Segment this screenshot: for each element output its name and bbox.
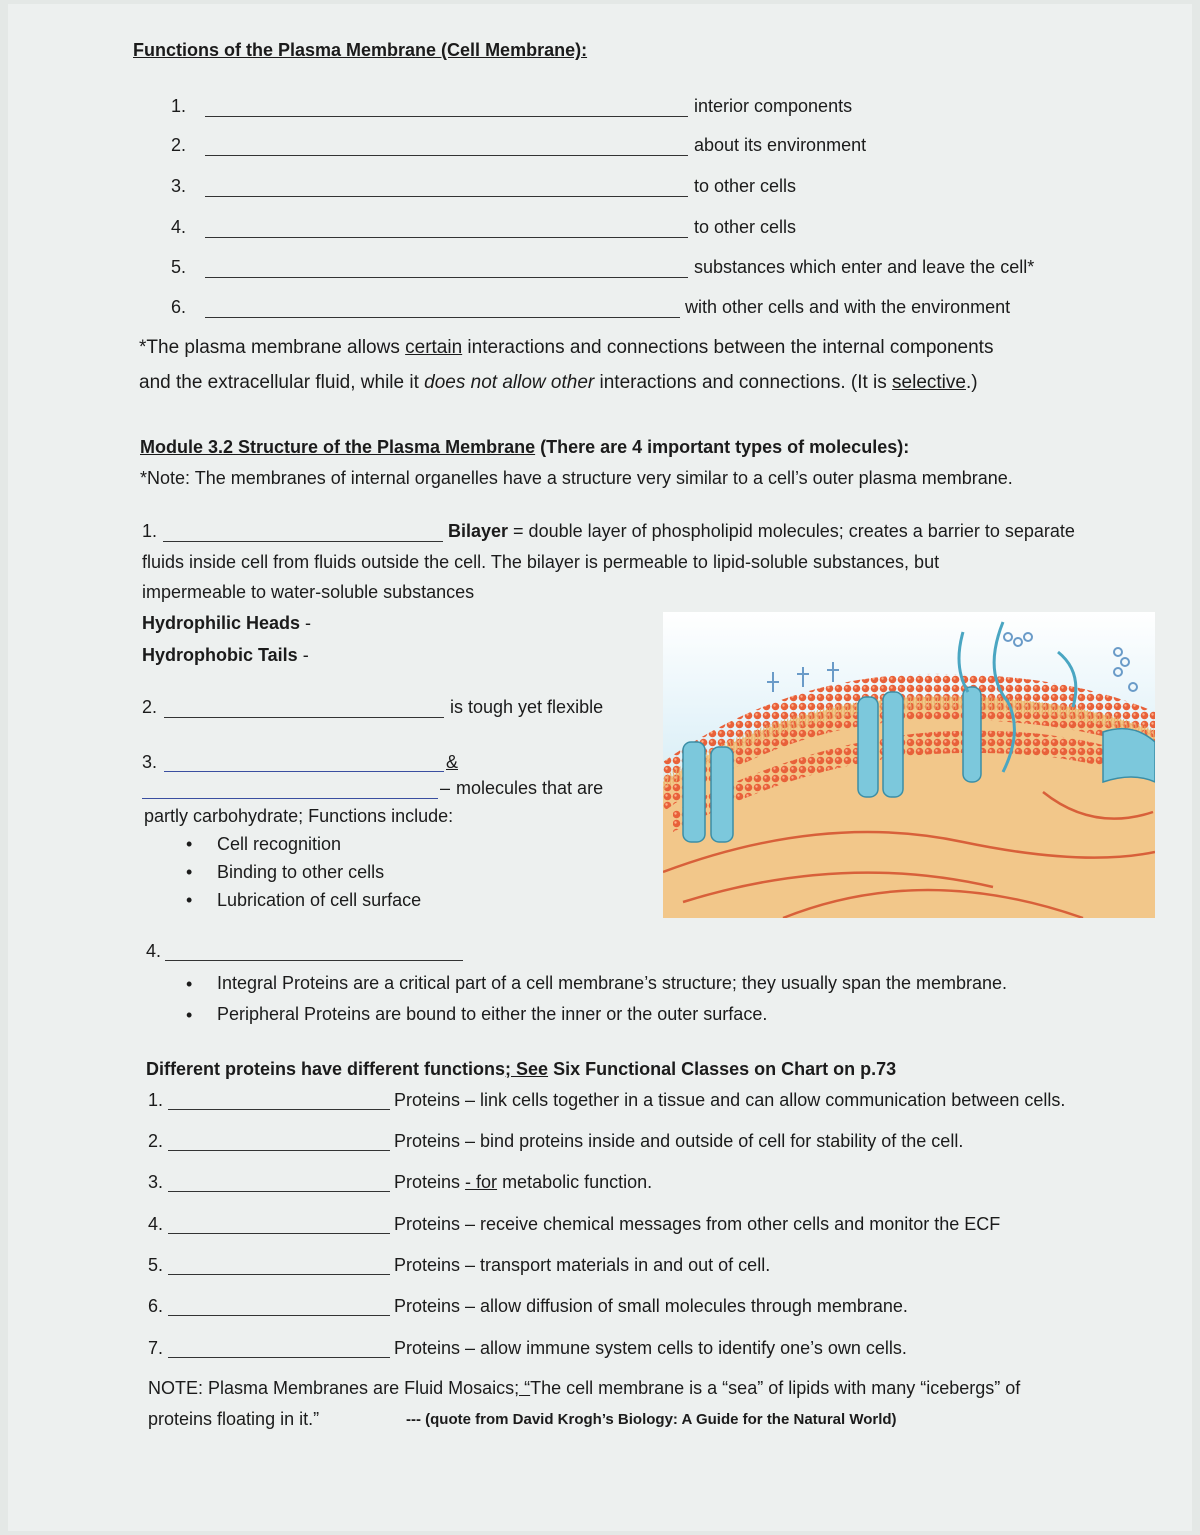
answer-blank[interactable] — [168, 1150, 390, 1151]
answer-blank[interactable] — [205, 237, 688, 238]
list-item: Integral Proteins are a critical part of a cell membrane’s structure; they usually span the membrane. — [217, 973, 1008, 993]
answer-blank[interactable] — [142, 798, 438, 799]
fluid-mosaic-note-line-2: proteins floating in it.” — [148, 1409, 320, 1429]
answer-blank[interactable] — [164, 771, 444, 772]
answer-blank[interactable] — [164, 717, 444, 718]
answer-blank[interactable] — [168, 1274, 390, 1275]
hydrophilic-heads-label: Hydrophilic Heads - — [142, 613, 312, 633]
hydrophobic-tails-label: Hydrophobic Tails - — [142, 645, 309, 665]
selective-note-line-1: *The plasma membrane allows certain interactions and connections between the internal components — [139, 337, 994, 358]
answer-blank[interactable] — [168, 1315, 390, 1316]
functions-title: Functions of the Plasma Membrane (Cell Membrane): — [133, 40, 588, 60]
answer-blank[interactable] — [205, 317, 680, 318]
list-item: Lubrication of cell surface — [217, 890, 422, 910]
answer-blank[interactable] — [205, 155, 688, 156]
list-item: Cell recognition — [217, 834, 342, 854]
answer-blank[interactable] — [205, 116, 688, 117]
quote-citation: --- (quote from David Krogh’s Biology: A Guide for the Natural World) — [406, 1411, 897, 1428]
answer-blank[interactable] — [205, 196, 688, 197]
answer-blank[interactable] — [205, 277, 688, 278]
answer-blank[interactable] — [168, 1191, 390, 1192]
answer-blank[interactable] — [168, 1109, 390, 1110]
answer-blank[interactable] — [165, 960, 463, 961]
module-note: *Note: The membranes of internal organelles have a structure very similar to a cell’s outer plasma membrane. — [140, 468, 1013, 488]
module-title: Module 3.2 Structure of the Plasma Membrane (There are 4 important types of molecules): — [140, 437, 910, 457]
list-item: Binding to other cells — [217, 862, 385, 882]
proteins-heading: Different proteins have different functions; See Six Functional Classes on Chart on p.73 — [146, 1059, 897, 1079]
selective-note-line-2: and the extracellular fluid, while it does not allow other interactions and connections. (It is selective.) — [139, 372, 978, 393]
fluid-mosaic-note: NOTE: Plasma Membranes are Fluid Mosaics; “The cell membrane is a “sea” of lipids with many “icebergs” of — [148, 1378, 1021, 1398]
answer-blank[interactable] — [168, 1233, 390, 1234]
cell-membrane-illustration — [663, 612, 1155, 918]
answer-blank[interactable] — [168, 1357, 390, 1358]
worksheet-page: Functions of the Plasma Membrane (Cell Membrane): 1. interior components 2. about its environment 3. to other cells 4. to other cells 5. substances which enter and leave the cell* 6. with other cells and with the environment *The plasma membrane allows certain interactions and connections between the internal components and the extracellular fluid, while it does not allow other interactions and connections. (It is selective.) Module 3.2 Structure of the Plasma Membrane (There are 4 important types of molecules): *Note: The membranes of internal organelles have a structure very similar to a cell’s outer plasma membrane. 1. Bilayer = double layer of phospholipid molecules; creates a barrier to separate fluids inside cell from fluids outside the cell. The bilayer is permeable to lipid-soluble substances, but impermeable to water-soluble substances Hydrophilic Heads - Hydrophobic Tails - 2. is tough yet flexible 3. & – molecules that are partly carbohydrate; Functions include: • Cell recognition • Binding to other cells • Lubrication of cell surface 4. • Integral Proteins are a critical part of a cell membrane’s structure; they usually span the membrane. • Peripheral Proteins are bound to either the inner or the outer surface. Different proteins have different functions; See Six Functional Classes on Chart on p.73 1. Proteins – link cells together in a tissue and can allow communication between cells. 2. Proteins – bind proteins inside and outside of cell for stability of the cell. 3. Proteins - for metabolic function. 4. Proteins – receive chemical messages from other cells and monitor the ECF 5. Proteins – transport materials in and out of cell. 6. Proteins – allow diffusion of small molecules through membrane. 7. Proteins – allow immune system cells to identify one’s own cells. NOTE: Plasma Membranes are Fluid Mosaics; “The cell membrane is a “sea” of lipids with many “icebergs” of proteins floating in it.” --- (quote from David Krogh’s Biology: A Guide for the Natural World) — [8, 4, 1192, 1531]
answer-blank[interactable] — [163, 541, 443, 542]
list-item: Peripheral Proteins are bound to either the inner or the outer surface. — [217, 1004, 768, 1024]
